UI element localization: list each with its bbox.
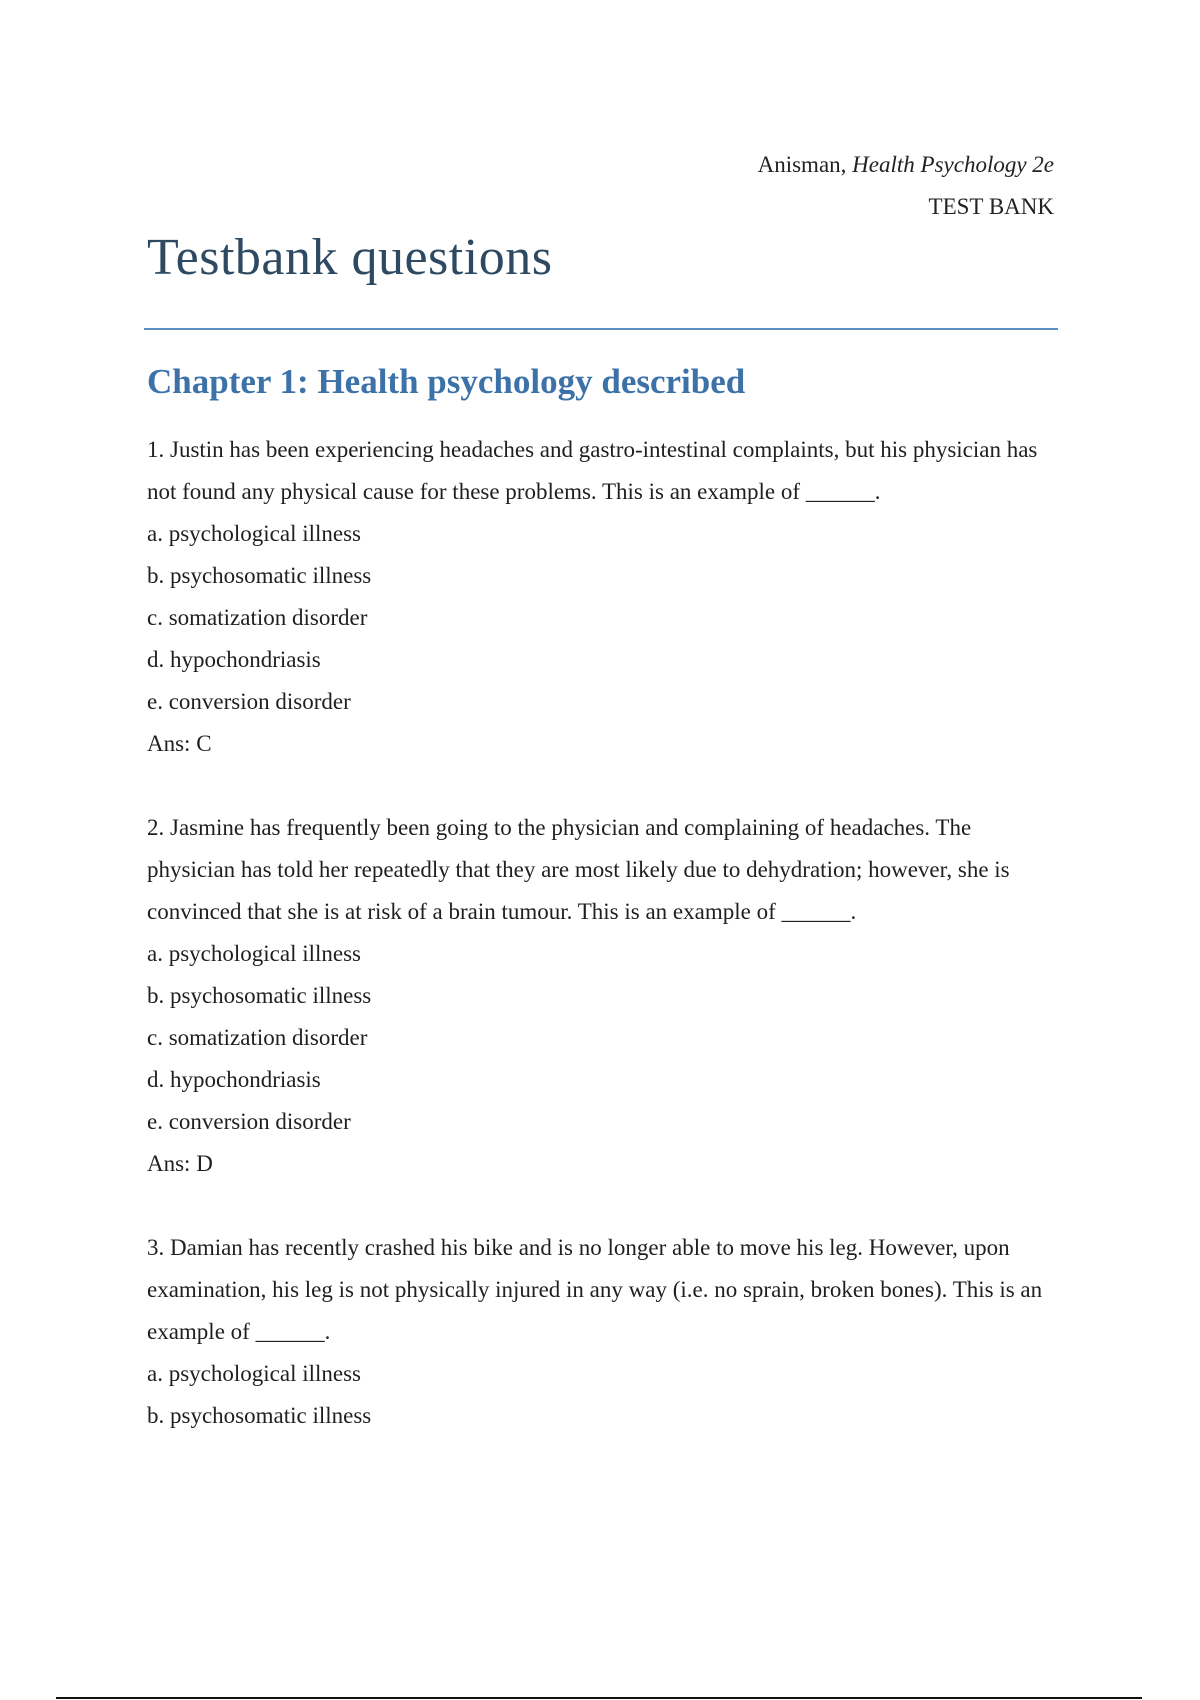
page-title: Testbank questions bbox=[147, 229, 553, 286]
answer-option: b. psychosomatic illness bbox=[147, 1403, 372, 1428]
answer-option: b. psychosomatic illness bbox=[147, 983, 372, 1008]
answer-option: e. conversion disorder bbox=[147, 689, 351, 714]
answer-key: Ans: C bbox=[147, 731, 212, 756]
header-subtitle: TEST BANK bbox=[928, 194, 1054, 219]
question-list bbox=[147, 429, 1062, 1479]
answer-option: c. somatization disorder bbox=[147, 605, 368, 630]
answer-option: a. psychological illness bbox=[147, 521, 361, 546]
answer-key: Ans: D bbox=[147, 1151, 213, 1176]
header-citation bbox=[758, 144, 1054, 186]
page-bottom-rule bbox=[56, 1697, 1142, 1699]
question-3 bbox=[147, 1227, 1062, 1437]
question-text: 1. Justin has been experiencing headaches and gastro-intestinal complaints, but his physician has not found any physical cause for these problems. This is an example of ______. bbox=[147, 437, 1038, 504]
answer-option: c. somatization disorder bbox=[147, 1025, 368, 1050]
question-2 bbox=[147, 807, 1062, 1185]
question-text: 3. Damian has recently crashed his bike and is no longer able to move his leg. However, upon examination, his leg is not physically injured in any way (i.e. no sprain, broken bones). This is an example of ______. bbox=[147, 1235, 1043, 1344]
header-book-title: Health Psychology 2e bbox=[852, 152, 1054, 177]
title-divider bbox=[144, 328, 1058, 330]
answer-option: d. hypochondriasis bbox=[147, 1067, 321, 1092]
answer-option: a. psychological illness bbox=[147, 941, 361, 966]
header-author: Anisman, bbox=[757, 152, 847, 177]
answer-option: d. hypochondriasis bbox=[147, 647, 321, 672]
answer-option: b. psychosomatic illness bbox=[147, 563, 372, 588]
chapter-heading: Chapter 1: Health psychology described bbox=[147, 362, 746, 401]
question-1 bbox=[147, 429, 1062, 765]
answer-option: e. conversion disorder bbox=[147, 1109, 351, 1134]
answer-option: a. psychological illness bbox=[147, 1361, 361, 1386]
question-text: 2. Jasmine has frequently been going to the physician and complaining of headaches. The physician has told her repeatedly that they are most likely due to dehydration; however, she is convinced that she is at risk of a brain tumour. This is an example of ______. bbox=[147, 815, 1010, 924]
running-header bbox=[758, 144, 1054, 228]
